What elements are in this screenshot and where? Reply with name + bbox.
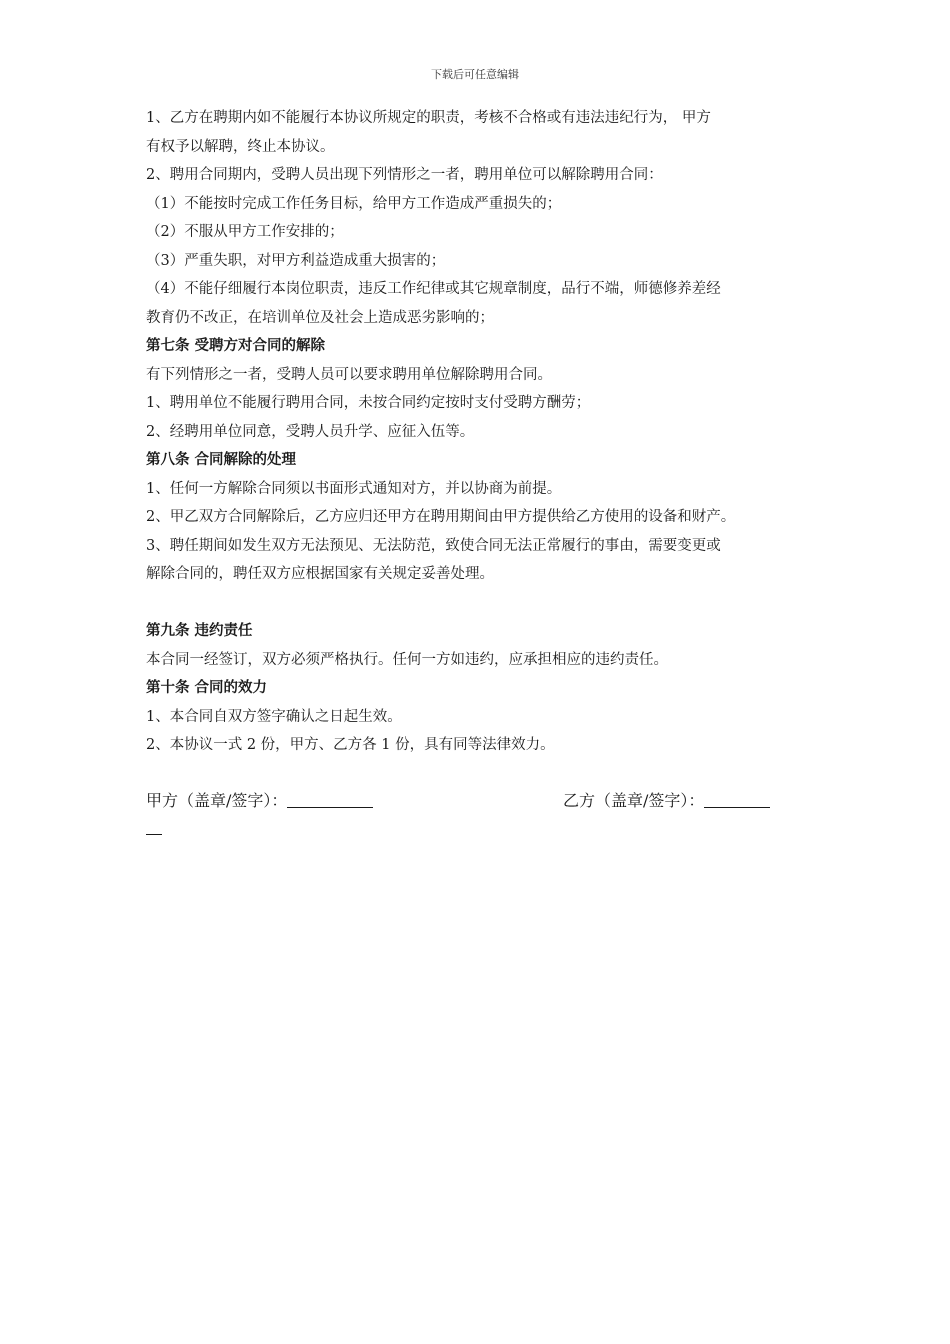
paragraph-line: 2、经聘用单位同意，受聘人员升学、应征入伍等。 [146,423,475,440]
page-header: 下载后可任意编辑 [431,68,519,81]
party-b-signature [563,786,770,816]
paragraph-line: 1、任何一方解除合同须以书面形式通知对方，并以协商为前提。 [146,480,562,497]
section-heading: 第十条 合同的效力 [146,679,268,696]
paragraph-line: 2、甲乙双方合同解除后，乙方应归还甲方在聘用期间由甲方提供给乙方使用的设备和财产。 [146,509,736,525]
party-b-label: 乙方（盖章/签字）： [563,791,705,810]
paragraph-line: （2）不服从甲方工作安排的； [146,224,344,240]
signature-row [146,786,826,816]
blank-line [146,589,826,618]
section-heading: 第八条 合同解除的处理 [146,451,297,468]
paragraph-line: 有下列情形之一者，受聘人员可以要求聘用单位解除聘用合同。 [146,366,552,383]
paragraph-line: （4）不能仔细履行本岗位职责，违反工作纪律或其它规章制度，品行不端，师德修养差经 [146,281,721,297]
party-a-signature-line[interactable] [287,789,373,808]
contract-body [146,104,826,760]
paragraph-line: 教育仍不改正，在培训单位及社会上造成恶劣影响的； [146,309,494,326]
paragraph-line: （3）严重失职，对甲方利益造成重大损害的； [146,252,446,269]
party-b-signature-line[interactable] [704,789,770,808]
paragraph-line: 3、聘任期间如发生双方无法预见、无法防范，致使合同无法正常履行的事由，需要变更或 [146,537,721,554]
paragraph-line: 解除合同的，聘任双方应根据国家有关规定妥善处理。 [146,566,494,582]
section-heading: 第九条 违约责任 [146,622,253,639]
paragraph-line: 2、本协议一式 2 份，甲方、乙方各 1 份，具有同等法律效力。 [146,737,555,753]
paragraph-line: 2、聘用合同期内，受聘人员出现下列情形之一者，聘用单位可以解除聘用合同： [146,167,663,183]
paragraph-line: 有权予以解聘，终止本协议。 [146,138,335,155]
paragraph-line: 1、乙方在聘期内如不能履行本协议所规定的职责，考核不合格或有违法违纪行为， 甲方 [146,110,711,126]
paragraph-line: （1）不能按时完成工作任务目标，给甲方工作造成严重损失的； [146,195,562,212]
party-b-signature-line-wrap [146,826,162,835]
paragraph-line: 本合同一经签订，双方必须严格执行。任何一方如违约，应承担相应的违约责任。 [146,651,668,668]
party-a-signature [146,786,373,816]
paragraph-line: 1、聘用单位不能履行聘用合同，未按合同约定按时支付受聘方酬劳； [146,395,591,411]
paragraph-line: 1、本合同自双方签字确认之日起生效。 [146,708,402,725]
party-a-label: 甲方（盖章/签字）： [146,791,288,810]
section-heading: 第七条 受聘方对合同的解除 [146,337,326,354]
